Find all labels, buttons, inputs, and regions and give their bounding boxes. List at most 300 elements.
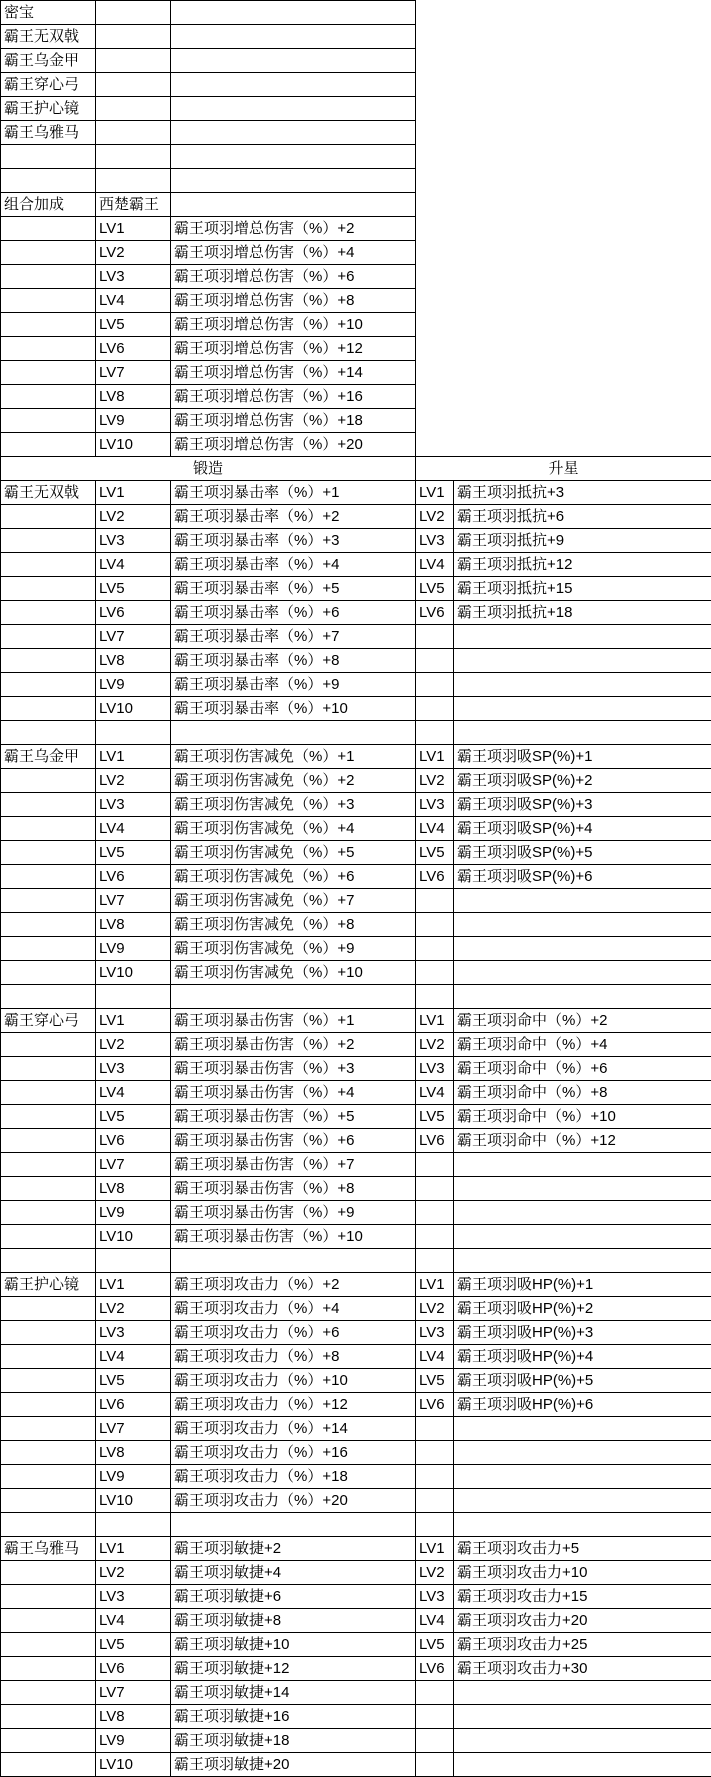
- effect-cell: 霸王项羽增总伤害（%）+2: [171, 217, 416, 241]
- effect-cell: 霸王项羽增总伤害（%）+4: [171, 241, 416, 265]
- blank-area: [416, 49, 711, 73]
- level-cell: LV1: [96, 481, 171, 505]
- empty-cell: [454, 1489, 711, 1513]
- empty-cell: [1, 505, 96, 529]
- effect-cell: 霸王项羽增总伤害（%）+6: [171, 265, 416, 289]
- table-row: [1, 1465, 711, 1489]
- empty-cell: [1, 937, 96, 961]
- table-row: [1, 289, 711, 313]
- level-cell: LV3: [96, 1321, 171, 1345]
- effect-cell: 霸王项羽暴击伤害（%）+4: [171, 1081, 416, 1105]
- star-level-cell: LV6: [416, 1129, 454, 1153]
- level-cell: LV8: [96, 385, 171, 409]
- empty-cell: [171, 1513, 416, 1537]
- empty-cell: [1, 313, 96, 337]
- effect-cell: 霸王项羽敏捷+16: [171, 1705, 416, 1729]
- level-cell: LV2: [96, 1561, 171, 1585]
- empty-cell: [1, 1681, 96, 1705]
- empty-cell: [454, 1225, 711, 1249]
- effect-cell: 霸王项羽暴击伤害（%）+2: [171, 1033, 416, 1057]
- star-effect-cell: 霸王项羽抵抗+18: [454, 601, 711, 625]
- empty-cell: [1, 1393, 96, 1417]
- table-row: [1, 1009, 711, 1033]
- table-row: [1, 1369, 711, 1393]
- empty-cell: [454, 1441, 711, 1465]
- effect-cell: 霸王项羽敏捷+6: [171, 1585, 416, 1609]
- empty-cell: [416, 1201, 454, 1225]
- effect-cell: 霸王项羽敏捷+14: [171, 1681, 416, 1705]
- empty-cell: [1, 793, 96, 817]
- effect-cell: 霸王项羽攻击力（%）+14: [171, 1417, 416, 1441]
- blank-area: [416, 217, 711, 241]
- combo-set-name-cell: 西楚霸王: [96, 193, 171, 217]
- combo-label-cell: 组合加成: [1, 193, 96, 217]
- level-cell: LV2: [96, 241, 171, 265]
- empty-cell: [1, 1081, 96, 1105]
- level-cell: LV3: [96, 529, 171, 553]
- effect-cell: 霸王项羽伤害减免（%）+3: [171, 793, 416, 817]
- level-cell: LV1: [96, 1537, 171, 1561]
- empty-cell: [454, 1705, 711, 1729]
- level-cell: LV9: [96, 673, 171, 697]
- blank-area: [416, 433, 711, 457]
- empty-cell: [171, 985, 416, 1009]
- star-effect-cell: 霸王项羽攻击力+5: [454, 1537, 711, 1561]
- table-row: [1, 409, 711, 433]
- effect-cell: 霸王项羽增总伤害（%）+8: [171, 289, 416, 313]
- star-level-cell: LV1: [416, 1009, 454, 1033]
- empty-cell: [96, 1513, 171, 1537]
- empty-cell: [1, 1609, 96, 1633]
- star-effect-cell: 霸王项羽攻击力+15: [454, 1585, 711, 1609]
- star-effect-cell: 霸王项羽攻击力+20: [454, 1609, 711, 1633]
- star-effect-cell: 霸王项羽攻击力+30: [454, 1657, 711, 1681]
- item-name-cell: 霸王护心镜: [1, 97, 96, 121]
- empty-cell: [454, 1249, 711, 1273]
- table-row: [1, 889, 711, 913]
- empty-cell: [1, 673, 96, 697]
- empty-cell: [1, 1441, 96, 1465]
- table-row: [1, 97, 711, 121]
- level-cell: LV2: [96, 769, 171, 793]
- empty-cell: [1, 1129, 96, 1153]
- level-cell: LV1: [96, 745, 171, 769]
- empty-cell: [454, 1417, 711, 1441]
- empty-cell: [416, 1417, 454, 1441]
- empty-cell: [1, 985, 96, 1009]
- empty-cell: [1, 913, 96, 937]
- level-cell: LV10: [96, 1489, 171, 1513]
- level-cell: LV4: [96, 1609, 171, 1633]
- effect-cell: 霸王项羽攻击力（%）+18: [171, 1465, 416, 1489]
- table-row: [1, 793, 711, 817]
- empty-cell: [1, 769, 96, 793]
- empty-cell: [1, 289, 96, 313]
- effect-cell: 霸王项羽敏捷+18: [171, 1729, 416, 1753]
- level-cell: LV5: [96, 577, 171, 601]
- table-row: [1, 1393, 711, 1417]
- table-row: [1, 1609, 711, 1633]
- empty-cell: [1, 433, 96, 457]
- blank-area: [416, 193, 711, 217]
- empty-cell: [1, 1177, 96, 1201]
- effect-cell: 霸王项羽暴击率（%）+3: [171, 529, 416, 553]
- table-row: [1, 1585, 711, 1609]
- effect-cell: 霸王项羽攻击力（%）+12: [171, 1393, 416, 1417]
- level-cell: LV6: [96, 601, 171, 625]
- empty-cell: [1, 1033, 96, 1057]
- empty-cell: [1, 1705, 96, 1729]
- table-row: [1, 1561, 711, 1585]
- table-row: [1, 121, 711, 145]
- blank-area: [416, 97, 711, 121]
- empty-cell: [171, 121, 416, 145]
- empty-cell: [416, 1489, 454, 1513]
- effect-cell: 霸王项羽增总伤害（%）+20: [171, 433, 416, 457]
- blank-area: [416, 313, 711, 337]
- table-row: [1, 385, 711, 409]
- table-row: [1, 481, 711, 505]
- empty-cell: [454, 697, 711, 721]
- empty-cell: [1, 1417, 96, 1441]
- empty-cell: [454, 889, 711, 913]
- star-level-cell: LV5: [416, 1633, 454, 1657]
- level-cell: LV9: [96, 409, 171, 433]
- empty-cell: [454, 721, 711, 745]
- star-effect-cell: 霸王项羽吸HP(%)+6: [454, 1393, 711, 1417]
- empty-cell: [454, 1153, 711, 1177]
- level-cell: LV5: [96, 1105, 171, 1129]
- empty-cell: [416, 1729, 454, 1753]
- star-level-cell: LV6: [416, 1393, 454, 1417]
- star-level-cell: LV5: [416, 1105, 454, 1129]
- effect-cell: 霸王项羽暴击伤害（%）+8: [171, 1177, 416, 1201]
- effect-cell: 霸王项羽暴击伤害（%）+7: [171, 1153, 416, 1177]
- empty-cell: [454, 649, 711, 673]
- empty-cell: [416, 625, 454, 649]
- star-level-cell: LV3: [416, 1585, 454, 1609]
- table-row: [1, 865, 711, 889]
- effect-cell: 霸王项羽暴击率（%）+1: [171, 481, 416, 505]
- effect-cell: 霸王项羽攻击力（%）+2: [171, 1273, 416, 1297]
- star-effect-cell: 霸王项羽抵抗+6: [454, 505, 711, 529]
- table-row: [1, 1753, 711, 1777]
- empty-cell: [1, 1633, 96, 1657]
- table-row: [1, 961, 711, 985]
- level-cell: LV7: [96, 625, 171, 649]
- blank-area: [416, 145, 711, 169]
- star-effect-cell: 霸王项羽命中（%）+8: [454, 1081, 711, 1105]
- empty-cell: [454, 961, 711, 985]
- star-level-cell: LV6: [416, 865, 454, 889]
- level-cell: LV6: [96, 1393, 171, 1417]
- effect-cell: 霸王项羽暴击伤害（%）+3: [171, 1057, 416, 1081]
- empty-cell: [416, 1441, 454, 1465]
- effect-cell: 霸王项羽暴击率（%）+4: [171, 553, 416, 577]
- star-level-cell: LV5: [416, 841, 454, 865]
- table-row: [1, 241, 711, 265]
- effect-cell: 霸王项羽暴击率（%）+10: [171, 697, 416, 721]
- empty-cell: [416, 1177, 454, 1201]
- table-row: [1, 1657, 711, 1681]
- item-name-cell: 霸王乌金甲: [1, 745, 96, 769]
- empty-cell: [1, 529, 96, 553]
- level-cell: LV4: [96, 1345, 171, 1369]
- effect-cell: 霸王项羽增总伤害（%）+18: [171, 409, 416, 433]
- table-row: [1, 73, 711, 97]
- table-row: [1, 1129, 711, 1153]
- table-row: [1, 1633, 711, 1657]
- level-cell: LV6: [96, 865, 171, 889]
- blank-area: [416, 385, 711, 409]
- table-row: [1, 1345, 711, 1369]
- level-cell: LV5: [96, 1633, 171, 1657]
- empty-cell: [1, 841, 96, 865]
- item-name-cell: 霸王乌雅马: [1, 1537, 96, 1561]
- table-row: [1, 1225, 711, 1249]
- level-cell: LV7: [96, 1681, 171, 1705]
- table-row: [1, 937, 711, 961]
- effect-cell: 霸王项羽攻击力（%）+8: [171, 1345, 416, 1369]
- star-effect-cell: 霸王项羽吸HP(%)+1: [454, 1273, 711, 1297]
- empty-cell: [96, 169, 171, 193]
- level-cell: LV2: [96, 505, 171, 529]
- empty-cell: [1, 169, 96, 193]
- level-cell: LV6: [96, 1657, 171, 1681]
- effect-cell: 霸王项羽伤害减免（%）+2: [171, 769, 416, 793]
- table-row: [1, 169, 711, 193]
- empty-cell: [1, 385, 96, 409]
- empty-cell: [1, 1369, 96, 1393]
- star-level-cell: LV2: [416, 1033, 454, 1057]
- star-header: 升星: [416, 457, 711, 481]
- star-effect-cell: 霸王项羽吸HP(%)+3: [454, 1321, 711, 1345]
- star-effect-cell: 霸王项羽抵抗+15: [454, 577, 711, 601]
- empty-cell: [454, 1729, 711, 1753]
- table-row: [1, 1513, 711, 1537]
- effect-cell: 霸王项羽暴击伤害（%）+10: [171, 1225, 416, 1249]
- effect-cell: 霸王项羽攻击力（%）+6: [171, 1321, 416, 1345]
- empty-cell: [454, 1681, 711, 1705]
- level-cell: LV6: [96, 1129, 171, 1153]
- empty-cell: [416, 721, 454, 745]
- empty-cell: [1, 817, 96, 841]
- empty-cell: [96, 985, 171, 1009]
- table-row: [1, 697, 711, 721]
- table-row: [1, 769, 711, 793]
- table-row: [1, 1729, 711, 1753]
- empty-cell: [454, 1465, 711, 1489]
- star-level-cell: LV5: [416, 1369, 454, 1393]
- forge-header: 锻造: [1, 457, 416, 481]
- effect-cell: 霸王项羽攻击力（%）+4: [171, 1297, 416, 1321]
- level-cell: LV10: [96, 1753, 171, 1777]
- effect-cell: 霸王项羽攻击力（%）+10: [171, 1369, 416, 1393]
- empty-cell: [416, 961, 454, 985]
- effect-cell: 霸王项羽增总伤害（%）+12: [171, 337, 416, 361]
- empty-cell: [1, 1465, 96, 1489]
- effect-cell: 霸王项羽伤害减免（%）+8: [171, 913, 416, 937]
- table-row: [1, 1033, 711, 1057]
- empty-cell: [1, 865, 96, 889]
- empty-cell: [1, 265, 96, 289]
- empty-cell: [1, 721, 96, 745]
- effect-cell: 霸王项羽暴击率（%）+6: [171, 601, 416, 625]
- empty-cell: [1, 1321, 96, 1345]
- empty-cell: [171, 97, 416, 121]
- star-effect-cell: 霸王项羽吸HP(%)+4: [454, 1345, 711, 1369]
- effect-cell: 霸王项羽暴击率（%）+2: [171, 505, 416, 529]
- star-level-cell: LV4: [416, 1081, 454, 1105]
- table-row: [1, 1705, 711, 1729]
- empty-cell: [171, 25, 416, 49]
- table-row: [1, 529, 711, 553]
- star-effect-cell: 霸王项羽吸SP(%)+6: [454, 865, 711, 889]
- table-row: [1, 25, 711, 49]
- effect-cell: 霸王项羽暴击伤害（%）+5: [171, 1105, 416, 1129]
- level-cell: LV4: [96, 817, 171, 841]
- star-level-cell: LV3: [416, 1057, 454, 1081]
- table-row: [1, 841, 711, 865]
- star-effect-cell: 霸王项羽吸SP(%)+4: [454, 817, 711, 841]
- effect-cell: 霸王项羽暴击伤害（%）+9: [171, 1201, 416, 1225]
- blank-area: [416, 121, 711, 145]
- empty-cell: [454, 913, 711, 937]
- star-effect-cell: 霸王项羽攻击力+10: [454, 1561, 711, 1585]
- effect-cell: 霸王项羽暴击率（%）+8: [171, 649, 416, 673]
- level-cell: LV8: [96, 913, 171, 937]
- empty-cell: [416, 1753, 454, 1777]
- table-row: [1, 313, 711, 337]
- empty-cell: [1, 1057, 96, 1081]
- empty-cell: [171, 721, 416, 745]
- item-name-cell: 霸王护心镜: [1, 1273, 96, 1297]
- star-level-cell: LV6: [416, 601, 454, 625]
- star-effect-cell: 霸王项羽攻击力+25: [454, 1633, 711, 1657]
- star-level-cell: LV2: [416, 1297, 454, 1321]
- empty-cell: [454, 937, 711, 961]
- star-level-cell: LV2: [416, 769, 454, 793]
- empty-cell: [416, 697, 454, 721]
- table-row: [1, 1201, 711, 1225]
- effect-cell: 霸王项羽敏捷+2: [171, 1537, 416, 1561]
- star-level-cell: LV6: [416, 1657, 454, 1681]
- level-cell: LV3: [96, 265, 171, 289]
- empty-cell: [1, 1153, 96, 1177]
- level-cell: LV8: [96, 1705, 171, 1729]
- table-row: [1, 457, 711, 481]
- effect-cell: 霸王项羽敏捷+4: [171, 1561, 416, 1585]
- empty-cell: [1, 241, 96, 265]
- item-name-cell: 密宝: [1, 1, 96, 25]
- blank-area: [416, 361, 711, 385]
- star-effect-cell: 霸王项羽命中（%）+10: [454, 1105, 711, 1129]
- effect-cell: 霸王项羽暴击伤害（%）+6: [171, 1129, 416, 1153]
- star-effect-cell: 霸王项羽吸SP(%)+2: [454, 769, 711, 793]
- empty-cell: [96, 1, 171, 25]
- star-level-cell: LV1: [416, 1537, 454, 1561]
- blank-area: [416, 289, 711, 313]
- empty-cell: [1, 1753, 96, 1777]
- table-row: [1, 1177, 711, 1201]
- item-name-cell: 霸王穿心弓: [1, 1009, 96, 1033]
- empty-cell: [1, 361, 96, 385]
- empty-cell: [454, 625, 711, 649]
- item-name-cell: 霸王乌雅马: [1, 121, 96, 145]
- star-level-cell: LV4: [416, 553, 454, 577]
- table-row: [1, 505, 711, 529]
- table-row: [1, 1681, 711, 1705]
- item-name-cell: 霸王无双戟: [1, 25, 96, 49]
- star-effect-cell: 霸王项羽抵抗+12: [454, 553, 711, 577]
- star-level-cell: LV1: [416, 745, 454, 769]
- empty-cell: [416, 673, 454, 697]
- table-row: [1, 601, 711, 625]
- empty-cell: [416, 1705, 454, 1729]
- empty-cell: [171, 73, 416, 97]
- level-cell: LV1: [96, 217, 171, 241]
- table-row: [1, 145, 711, 169]
- effect-cell: 霸王项羽伤害减免（%）+6: [171, 865, 416, 889]
- star-effect-cell: 霸王项羽命中（%）+4: [454, 1033, 711, 1057]
- table-row: [1, 985, 711, 1009]
- level-cell: LV7: [96, 889, 171, 913]
- level-cell: LV9: [96, 937, 171, 961]
- level-cell: LV10: [96, 697, 171, 721]
- empty-cell: [1, 1729, 96, 1753]
- table-row: [1, 265, 711, 289]
- star-level-cell: LV5: [416, 577, 454, 601]
- level-cell: LV9: [96, 1201, 171, 1225]
- item-name-cell: 霸王穿心弓: [1, 73, 96, 97]
- table-row: [1, 1537, 711, 1561]
- blank-area: [416, 409, 711, 433]
- level-cell: LV4: [96, 1081, 171, 1105]
- empty-cell: [1, 1201, 96, 1225]
- star-level-cell: LV1: [416, 481, 454, 505]
- level-cell: LV7: [96, 361, 171, 385]
- blank-area: [416, 1, 711, 25]
- empty-cell: [1, 889, 96, 913]
- effect-cell: 霸王项羽暴击率（%）+5: [171, 577, 416, 601]
- star-effect-cell: 霸王项羽吸HP(%)+2: [454, 1297, 711, 1321]
- level-cell: LV10: [96, 1225, 171, 1249]
- empty-cell: [1, 553, 96, 577]
- empty-cell: [416, 937, 454, 961]
- empty-cell: [1, 145, 96, 169]
- table-row: [1, 913, 711, 937]
- empty-cell: [171, 49, 416, 73]
- level-cell: LV2: [96, 1297, 171, 1321]
- level-cell: LV4: [96, 553, 171, 577]
- table-row: [1, 1297, 711, 1321]
- star-level-cell: LV3: [416, 529, 454, 553]
- effect-cell: 霸王项羽攻击力（%）+16: [171, 1441, 416, 1465]
- empty-cell: [416, 1225, 454, 1249]
- empty-cell: [96, 121, 171, 145]
- effect-cell: 霸王项羽敏捷+10: [171, 1633, 416, 1657]
- empty-cell: [416, 1465, 454, 1489]
- item-name-cell: 霸王无双戟: [1, 481, 96, 505]
- level-cell: LV3: [96, 793, 171, 817]
- table-row: [1, 1441, 711, 1465]
- star-effect-cell: 霸王项羽抵抗+3: [454, 481, 711, 505]
- table-row: [1, 1249, 711, 1273]
- level-cell: LV5: [96, 841, 171, 865]
- star-level-cell: LV2: [416, 505, 454, 529]
- effect-cell: 霸王项羽暴击率（%）+7: [171, 625, 416, 649]
- effect-cell: 霸王项羽敏捷+20: [171, 1753, 416, 1777]
